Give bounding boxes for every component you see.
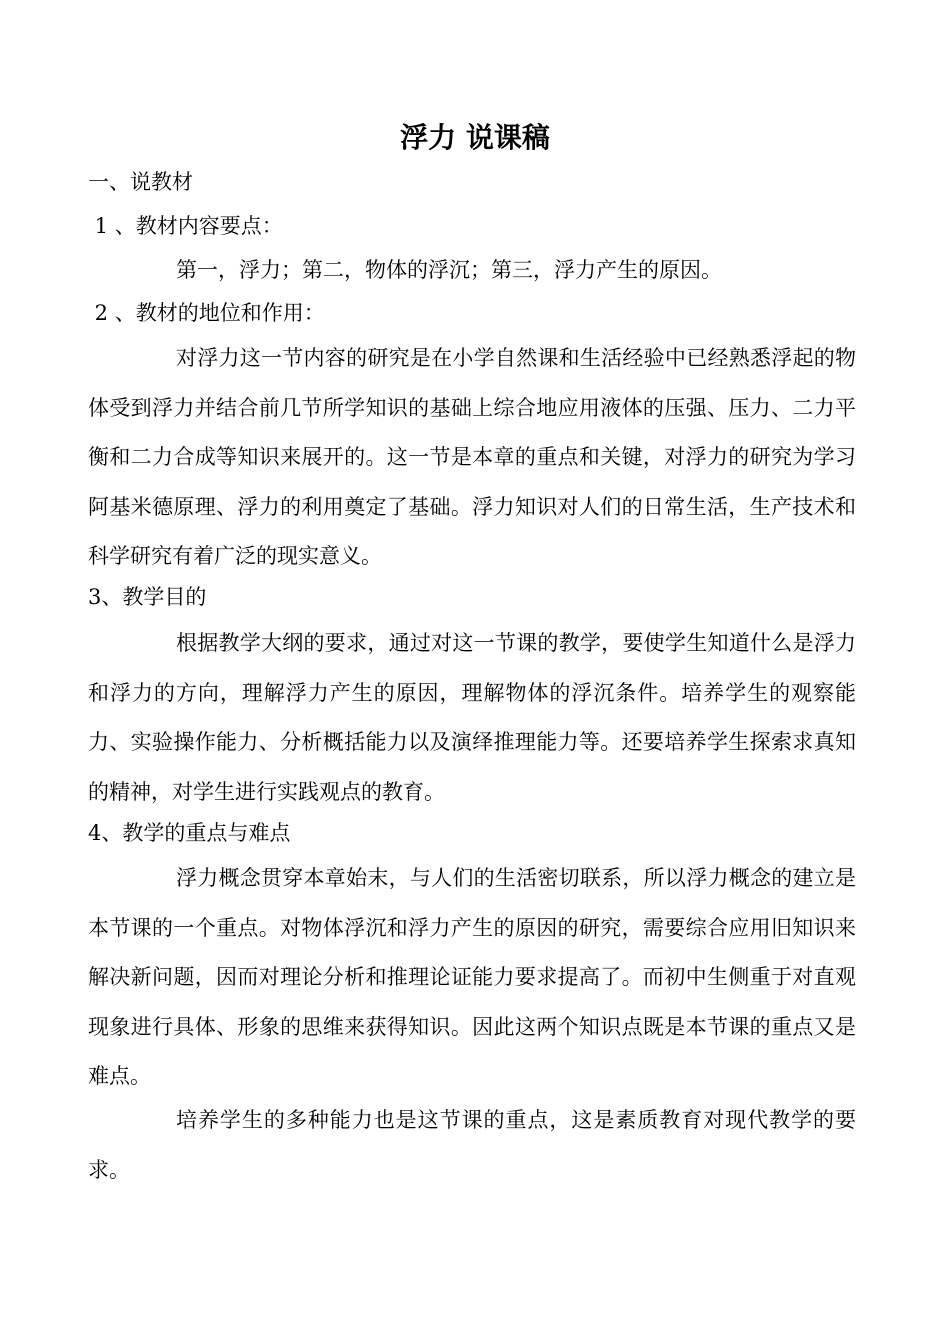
section-heading-1: 一、说教材 <box>88 170 193 194</box>
section-heading-1-2: 2 、教材的地位和作用： <box>88 301 325 325</box>
section-heading-1-1: 1 、教材内容要点： <box>88 214 283 238</box>
paragraph-key-difficult-points: 浮力概念贯穿本章始末，与人们的生活密切联系，所以浮力概念的建立是本节课的一个重点。对物体浮沉和浮力产生的原因的研究，需要综合应用旧知识来解决新问题，因而对理论分析和推理论证能力要求提高了。而初中生侧重于对直观现象进行具体、形象的思维来获得知识。因此这两个知识点既是本节课的重点又是难点。 <box>88 866 856 1088</box>
paragraph-teaching-goals: 根据教学大纲的要求，通过对这一节课的教学，要使学生知道什么是浮力和浮力的方向，理解浮力产生的原因，理解物体的浮沉条件。培养学生的观察能力、实验操作能力、分析概括能力以及演绎推理能力等。还要培养学生探索求真知的精神，对学生进行实践观点的教育。 <box>88 631 856 804</box>
paragraph-ability-training: 培养学生的多种能力也是这节课的重点，这是素质教育对现代教学的要求。 <box>88 1108 856 1182</box>
paragraph-status-role: 对浮力这一节内容的研究是在小学自然课和生活经验中已经熟悉浮起的物体受到浮力并结合前几节所学知识的基础上综合地应用液体的压强、压力、二力平衡和二力合成等知识来展开的。这一节是本章的重点和关键，对浮力的研究为学习阿基米德原理、浮力的利用奠定了基础。浮力知识对人们的日常生活，生产技术和科学研究有着广泛的现实意义。 <box>88 346 856 568</box>
section-heading-1-4: 4、教学的重点与难点 <box>88 821 291 845</box>
paragraph-content-points: 第一，浮力；第二，物体的浮沉；第三，浮力产生的原因。 <box>176 258 722 282</box>
document-title: 浮力 说课稿 <box>400 121 550 154</box>
section-heading-1-3: 3、教学目的 <box>88 585 207 609</box>
